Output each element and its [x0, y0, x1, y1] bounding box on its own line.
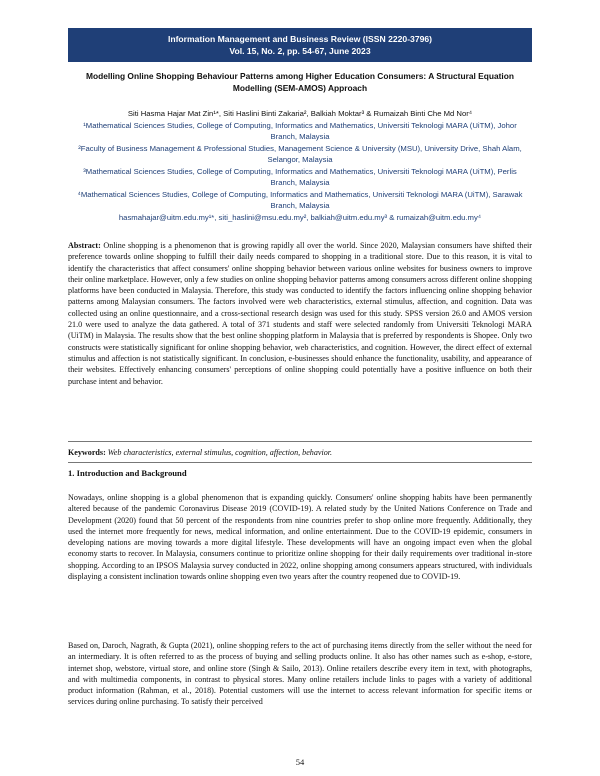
paper-title: Modelling Online Shopping Behaviour Patterns among Higher Education Consumers: A Structural Equation Modelling (SEM-AMOS) Approach: [86, 71, 514, 93]
affiliation-4: ⁴Mathematical Sciences Studies, College of Computing, Informatics and Mathematics, Universiti Teknologi MARA (UiTM), Sarawak Branch, Malaysia: [77, 189, 523, 210]
section-heading: 1. Introduction and Background: [68, 468, 187, 478]
keywords: [68, 447, 532, 458]
journal-header-banner: [68, 28, 532, 62]
page-number: 54: [295, 757, 305, 767]
keywords-label: Keywords:: [68, 448, 106, 457]
abstract: [68, 240, 532, 387]
abstract-label: Abstract:: [68, 241, 101, 250]
divider-bottom: [68, 462, 532, 463]
journal-volume: Vol. 15, No. 2, pp. 54-67, June 2023: [229, 46, 371, 56]
author-emails[interactable]: hasmahajar@uitm.edu.my¹*, siti_haslini@msu.edu.my², balkiah@uitm.edu.my³ & rumaizah@uitm.edu.my⁴: [118, 212, 482, 222]
intro-paragraph-1: Nowadays, online shopping is a global phenomenon that is expanding quickly. Consumers' online shopping habits have been permanently altered because of the pandemic Coronavirus Disease 2019 (COVID-19). A related study by the United Nations Conference on Trade and Development (2020) found that 50 percent of the respondents from nine countries prefer to shop online more frequently. Additionally, they used the internet more frequently for news, medical information, and online entertainment. Due to the COVID-19 epidemic, consumers in developing nations are moving towards a more digital lifestyle. These developments will have an ongoing impact even when the global economy starts to recover. In Malaysia, consumers continue to prioritize online shopping for their daily requirements over traditional in-store shopping. According to an IPSOS Malaysia survey conducted in 2022, online shopping among consumers appears structured, with individuals displaying a consistent inclination towards online shopping even two years after the country reopened due to COVID-19.: [68, 493, 532, 582]
intro-paragraph-2: Based on, Daroch, Nagrath, & Gupta (2021), online shopping refers to the act of purchasing items directly from the seller without the need for an intermediary. It is often referred to as the process of buying and selling products online. It also has other names such as e-shop, e-store, internet shop, webstore, virtual store, and online store (Singh & Sailo, 2013). Online retailers describe every item in text, with photographs, and with multimedia components, in contrast to physical stores. Many online retailers include links to pages with a variety of additional product information (Rahman, et al., 2018). Potential customers will use the internet to access relevant information for specific items or services during online purchasing. To satisfy their perceived: [68, 641, 532, 707]
keywords-text: Web characteristics, external stimulus, cognition, affection, behavior.: [107, 448, 333, 457]
divider-top: [68, 441, 532, 442]
author-list: Siti Hasma Hajar Mat Zin¹*, Siti Haslini Binti Zakaria², Balkiah Moktar³ & Rumaizah Binti Che Md Nor⁴: [127, 109, 473, 118]
journal-name: Information Management and Business Review (ISSN 2220-3796): [167, 34, 433, 44]
affiliation-2: ²Faculty of Business Management & Professional Studies, Management Science & University (MSU), University Drive, Shah Alam, Selangor, Malaysia: [78, 143, 522, 164]
abstract-text: Online shopping is a phenomenon that is growing rapidly all over the world. Since 2020, Malaysian consumers have shifted their preference towards online shopping to fulfill their daily needs compared to shopping in a traditional store. Due to this reason, it is vital to identify the characteristics that affect consumers' online shopping behavior between various online websites for business owners to improve their online marketplace. However, only a few studies on online shopping behavior patterns among consumers across different online shopping platforms have been conducted in Malaysia. Therefore, this study was conducted to identify the factors influencing online shopping behavior patterns among Malaysian consumers. The factors involved were web characteristics, external stimulus, affection, and cognition. Data was collected using an online questionnaire, and a cross-sectional research design was used for this study. SPSS version 26.0 and AMOS version 21.0 were used to analyze the data gathered. A total of 371 students and staff were selected randomly from Universiti Teknologi MARA (UiTM) in Malaysia. The results show that the best online shopping platform in Malaysia that is preferred by respondents is Shopee. Only two constructs were statistically significant for online shopping behavior, web characteristics, and cognition. However, the direct effect of external stimulus and affection is not statistically significant. In conclusion, e-businesses should enhance the functionality, usability, and appearance of their websites. Effectively enhancing consumers' perceptions of online shopping could potentially have a positive influence on both their purchase intent and behavior.: [68, 241, 532, 386]
author-block: [70, 108, 530, 223]
affiliation-3: ³Mathematical Sciences Studies, College of Computing, Informatics and Mathematics, Universiti Teknologi MARA (UiTM), Perlis Branch, Malaysia: [83, 166, 517, 187]
affiliation-1: ¹Mathematical Sciences Studies, College of Computing, Informatics and Mathematics, Universiti Teknologi MARA (UiTM), Johor Branch, Malaysia: [83, 120, 517, 141]
